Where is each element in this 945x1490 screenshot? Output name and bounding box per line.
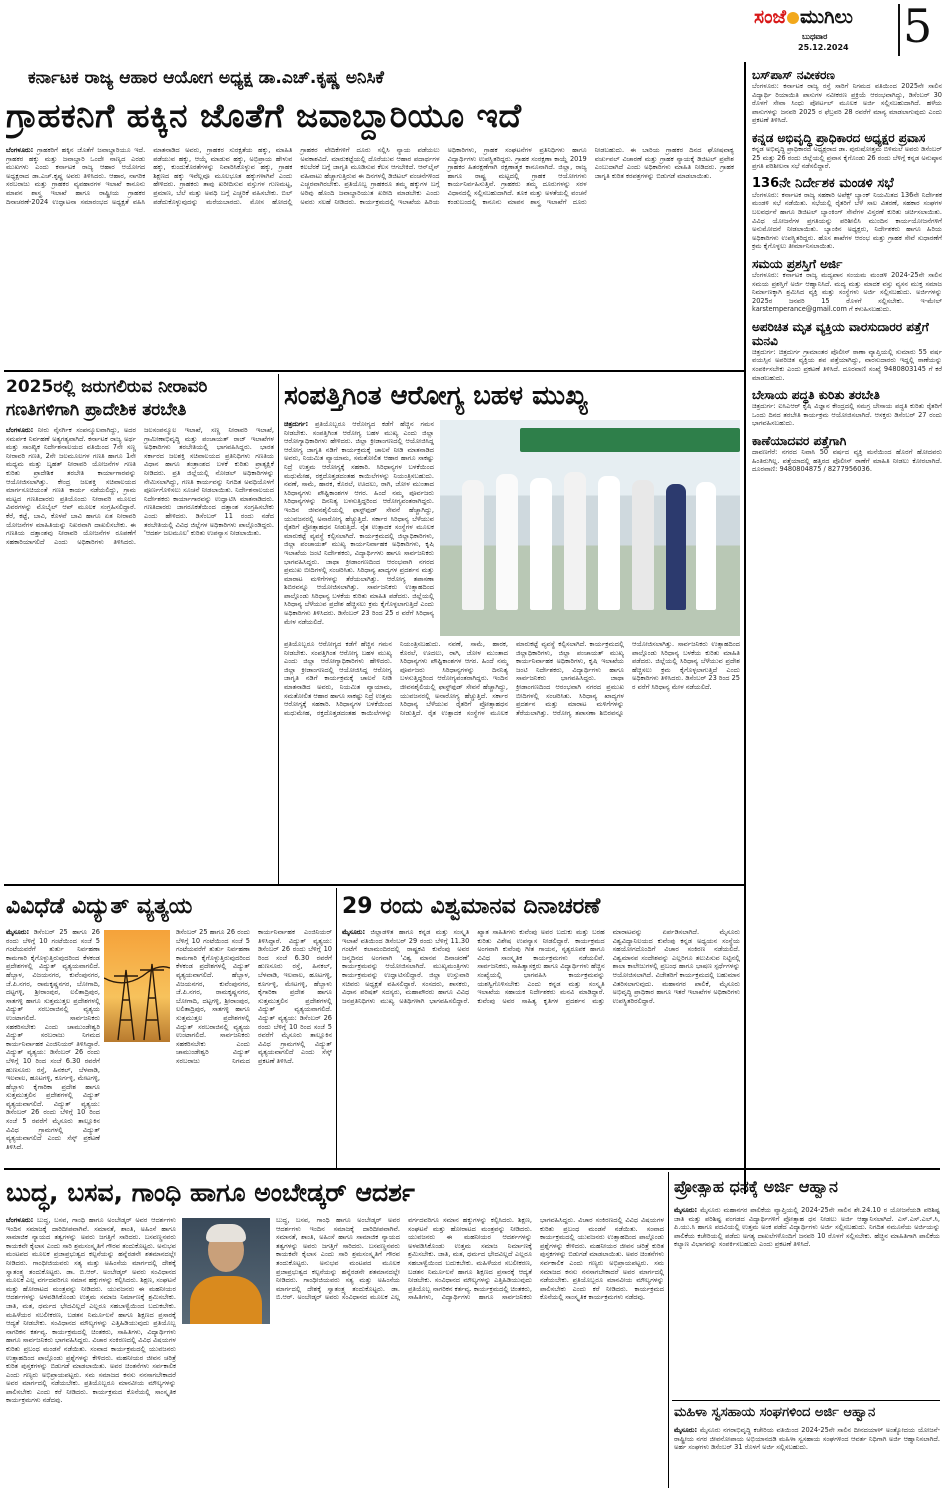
- sidebar-divider: [744, 62, 746, 1194]
- sidebar-item-title: 136ನೇ ನಿರ್ದೇಶಕ ಮಂಡಳಿ ಸಭೆ: [752, 175, 894, 191]
- person-figure: [696, 482, 716, 610]
- person-figure: [496, 474, 518, 610]
- lead-bottom-rule: [4, 370, 744, 372]
- sidebar-item-body: ಬೆಂಗಳೂರು: ಕರ್ನಾಟಕ ರಾಜ್ಯ ರಸ್ತೆ ಸಾರಿಗೆ ನಿಗಮದ ವತಿಯಿಂದ 2025ನೇ ಸಾಲಿನ ವಿದ್ಯಾರ್ಥಿ ರಿಯಾಯಿತಿ ಪಾಸುಗಳ ನವೀಕರಣ ಪ್ರಕ್ರಿಯೆ ಆರಂಭವಾಗಿದ್ದು, ಡಿಸೆಂಬರ್ 30 ರೊಳಗೆ ಸೇವಾ ಸಿಂಧು ಪೋರ್ಟಲ್ ಮೂಲಕ ಅರ್ಜಿ ಸಲ್ಲಿಸಬಹುದಾಗಿದೆ. ಹಳೆಯ ಪಾಸುಗಳನ್ನು ಜನವರಿ 2025 ರ ಫೆಬ್ರವರಿ 28 ರವರೆಗೆ ಮಾನ್ಯ ಮಾಡಲಾಗುವುದು ಎಂದು ಪ್ರಕಟಣೆ ತಿಳಿಸಿದೆ.: [752, 82, 942, 125]
- ideals-dateline: ಬೆಂಗಳೂರು:: [6, 1216, 34, 1224]
- sidebar-item-body: ಚಿತ್ರದುರ್ಗ: ಐಸಿಎಆರ್ ಕೃಷಿ ವಿಜ್ಞಾನ ಕೇಂದ್ರದಲ್ಲಿ ಸಮಗ್ರ ಬೇಸಾಯ ಪದ್ಧತಿ ಕುರಿತು ರೈತರಿಗೆ ಒಂದು ದಿನದ ತರಬೇತಿ ಕಾರ್ಯಕ್ರಮ ಆಯೋಜಿಸಲಾಗಿದೆ. ಆಸಕ್ತರು ಡಿಸೆಂಬರ್ 27 ರಂದು ಭಾಗವಹಿಸಬಹುದು.: [752, 402, 942, 428]
- power-dateline: ಮೈಸೂರು:: [6, 928, 30, 936]
- incentive-rule: [672, 1400, 940, 1401]
- person-figure: [462, 480, 484, 610]
- human-headline: 29 ರಂದು ವಿಶ್ವಮಾನವ ದಿನಾಚರಣೆ: [342, 894, 601, 919]
- person-figure: [666, 484, 686, 610]
- health-text-continued: ಪ್ರತಿಯೊಬ್ಬರೂ ಆರೋಗ್ಯದ ಕಡೆಗೆ ಹೆಚ್ಚಿನ ಗಮನ ನೀಡಬೇಕು. ಸಂಪತ್ತಿಗಿಂತ ಆರೋಗ್ಯ ಬಹಳ ಮುಖ್ಯ ಎಂದು ಜಿಲ್ಲಾ ಆರೋಗ್ಯಾಧಿಕಾರಿಗಳು ಹೇಳಿದರು. ಜಿಲ್ಲಾ ಕ್ರೀಡಾಂಗಣದಲ್ಲಿ ಆಯೋಜಿಸಿದ್ದ ಆರೋಗ್ಯ ಜಾಗೃತಿ ನಡಿಗೆ ಕಾರ್ಯಕ್ರಮಕ್ಕೆ ಚಾಲನೆ ನೀಡಿ ಮಾತನಾಡಿದ ಅವರು, ನಿಯಮಿತ ವ್ಯಾಯಾಮ, ಸಮತೋಲಿತ ಆಹಾರ ಹಾಗೂ ಸಾಕಷ್ಟು ನಿದ್ರೆ ಉತ್ತಮ ಆರೋಗ್ಯಕ್ಕೆ ಸಹಕಾರಿ. ಸಿರಿಧಾನ್ಯಗಳ ಬಳಕೆಯಿಂದ ಮಧುಮೇಹ, ರಕ್ತದೊತ್ತಡದಂತಹ ಕಾಯಿಲೆಗಳನ್ನು ನಿಯಂತ್ರಿಸಬಹುದು. ನವಣೆ, ಸಾಮೆ, ಹಾರಕ, ಕೊರಲೆ, ಊದಲು, ರಾಗಿ, ಜೋಳ ಮುಂತಾದ ಸಿರಿಧಾನ್ಯಗಳು ಪೌಷ್ಟಿಕಾಂಶಗಳ ಆಗರ. ಹಿಂದೆ ನಮ್ಮ ಪೂರ್ವಜರು ಸಿರಿಧಾನ್ಯಗಳನ್ನು ದಿನನಿತ್ಯ ಬಳಸುತ್ತಿದ್ದರಿಂದ ಆರೋಗ್ಯವಂತರಾಗಿದ್ದರು. ಇಂದಿನ ಜೀವನಶೈಲಿಯಲ್ಲಿ ಫಾಸ್ಟ್‌ಫುಡ್ ಸೇವನೆ ಹೆಚ್ಚಾಗಿದ್ದು, ಯುವಜನರಲ್ಲಿ ಅನಾರೋಗ್ಯ ಹೆಚ್ಚುತ್ತಿದೆ. ಸರ್ಕಾರ ಸಿರಿಧಾನ್ಯ ಬೆಳೆಯುವ ರೈತರಿಗೆ ಪ್ರೋತ್ಸಾಹಧನ ನೀಡುತ್ತಿದೆ. ರೈತ ಉತ್ಪಾದಕ ಸಂಸ್ಥೆಗಳ ಮೂಲಕ ಮಾರುಕಟ್ಟೆ ವ್ಯವಸ್ಥೆ ಕಲ್ಪಿಸಲಾಗಿದೆ. ಕಾರ್ಯಕ್ರಮದಲ್ಲಿ ಜಿಲ್ಲಾಧಿಕಾರಿಗಳು, ಜಿಲ್ಲಾ ಪಂಚಾಯತ್ ಮುಖ್ಯ ಕಾರ್ಯನಿರ್ವಾಹಕ ಅಧಿಕಾರಿಗಳು, ಕೃಷಿ ಇಲಾಖೆಯ ಜಂಟಿ ನಿರ್ದೇಶಕರು, ವಿದ್ಯಾರ್ಥಿಗಳು ಹಾಗೂ ಸಾರ್ವಜನಿಕರು ಭಾಗವಹಿಸಿದ್ದರು. ಜಾಥಾ ಕ್ರೀಡಾಂಗಣದಿಂದ ಆರಂಭವಾಗಿ ನಗರದ ಪ್ರಮುಖ ಬೀದಿಗಳಲ್ಲಿ ಸಂಚರಿಸಿತು. ಸಿರಿಧಾನ್ಯ ಖಾದ್ಯಗಳ ಪ್ರದರ್ಶನ ಮತ್ತು ಮಾರಾಟ ಮಳಿಗೆಗಳನ್ನು ತೆರೆಯಲಾಗಿತ್ತು. ಆರೋಗ್ಯ ತಪಾಸಣಾ ಶಿಬಿರವನ್ನೂ ಆಯೋಜಿಸಲಾಗಿತ್ತು. ಸಾರ್ವಜನಿಕರು ಉತ್ಸಾಹದಿಂದ ಪಾಲ್ಗೊಂಡು ಸಿರಿಧಾನ್ಯ ಬಳಕೆಯ ಕುರಿತು ಮಾಹಿತಿ ಪಡೆದರು. ಜಿಲ್ಲೆಯಲ್ಲಿ ಸಿರಿಧಾನ್ಯ ಬೆಳೆಯುವ ಪ್ರದೇಶ ಹೆಚ್ಚಿಸಲು ಕ್ರಮ ಕೈಗೊಳ್ಳಲಾಗುತ್ತಿದೆ ಎಂದು ಅಧಿಕಾರಿಗಳು ತಿಳಿಸಿದರು. ಡಿಸೆಂಬರ್ 23 ರಿಂದ 25 ರ ವರೆಗೆ ಸಿರಿಧಾನ್ಯ ಮೇಳ ನಡೆಯಲಿದೆ.: [284, 640, 740, 717]
- person-figure: [530, 478, 552, 610]
- masthead: [748, 0, 945, 62]
- ideals-divider: [668, 1172, 669, 1488]
- health-headline: ಸಂಪತ್ತಿಗಿಂತ ಆರೋಗ್ಯ ಬಹಳ ಮುಖ್ಯ: [284, 381, 588, 411]
- human-dateline: ಮೈಸೂರು:: [342, 928, 366, 936]
- incentive-body: [674, 1206, 940, 1398]
- health-walk-photo: [440, 420, 740, 636]
- power-divider: [336, 888, 337, 1168]
- women-headline: ಮಹಿಳಾ ಸ್ವಸಹಾಯ ಸಂಘಗಳಿಂದ ಅರ್ಜಿ ಆಹ್ವಾನ: [674, 1405, 876, 1420]
- power-text-intro: ಡಿಸೆಂಬರ್ 25 ಹಾಗೂ 26 ರಂದು ಬೆಳಿಗ್ಗೆ 10 ಗಂಟೆಯಿಂದ ಸಂಜೆ 5 ಗಂಟೆಯವರೆಗೆ ತುರ್ತು ನಿರ್ವಹಣಾ ಕಾಮಗಾರಿ ಕೈಗೊಳ್ಳುತ್ತಿರುವುದರಿಂದ ಕೆಳಕಂಡ ಪ್ರದೇಶಗಳಲ್ಲಿ ವಿದ್ಯುತ್ ವ್ಯತ್ಯಯವಾಗಲಿದೆ. ಹೆಬ್ಬಾಳ, ವಿಜಯನಗರ, ಕುವೆಂಪುನಗರ, ಜೆ.ಪಿ.ನಗರ, ರಾಮಕೃಷ್ಣನಗರ, ಬೋಗಾದಿ, ದಟ್ಟಗಳ್ಳಿ, ಶ್ರೀರಾಂಪುರ, ಲಲಿತಾದ್ರಿಪುರ, ಸಾತಗಳ್ಳಿ ಹಾಗೂ ಸುತ್ತಮುತ್ತಲ ಪ್ರದೇಶಗಳಲ್ಲಿ ವಿದ್ಯುತ್ ಸರಬರಾಜಿನಲ್ಲಿ ವ್ಯತ್ಯಯ ಉಂಟಾಗಲಿದೆ. ಸಾರ್ವಜನಿಕರು ಸಹಕರಿಸಬೇಕು ಎಂದು ಚಾಮುಂಡೇಶ್ವರಿ ವಿದ್ಯುತ್ ಸರಬರಾಜು ನಿಗಮದ ಕಾರ್ಯನಿರ್ವಾಹಕ ಎಂಜಿನಿಯರ್ ತಿಳಿಸಿದ್ದಾರೆ. ವಿದ್ಯುತ್ ವ್ಯತ್ಯಯ: ಡಿಸೆಂಬರ್ 26 ರಂದು ಬೆಳಿಗ್ಗೆ 10 ರಿಂದ ಸಂಜೆ 6.30 ರವರೆಗೆ ಹುಣಸೂರು ರಸ್ತೆ, ಹಿನಕಲ್, ಬೆಳವಾಡಿ, ಇಲವಾಲ, ಹೂಟಗಳ್ಳಿ, ಕೂರ್ಗಳ್ಳಿ, ಮೇಟಗಳ್ಳಿ, ಹೆಬ್ಬಾಳು ಕೈಗಾರಿಕಾ ಪ್ರದೇಶ ಹಾಗೂ ಸುತ್ತಮುತ್ತಲಿನ ಪ್ರದೇಶಗಳಲ್ಲಿ ವಿದ್ಯುತ್ ವ್ಯತ್ಯಯವಾಗಲಿದೆ. ವಿದ್ಯುತ್ ವ್ಯತ್ಯಯ: ಡಿಸೆಂಬರ್ 26 ರಂದು ಬೆಳಿಗ್ಗೆ 10 ರಿಂದ ಸಂಜೆ 5 ರವರೆಗೆ ಮೈಸೂರು ತಾಲ್ಲೂಕಿನ ವಿವಿಧ ಗ್ರಾಮಗಳಲ್ಲಿ ವಿದ್ಯುತ್ ವ್ಯತ್ಯಯವಾಗಲಿದೆ ಎಂದು ಸೆಸ್ಕ್ ಪ್ರಕಟಣೆ ತಿಳಿಸಿದೆ.: [6, 928, 100, 1151]
- health-text-intro: ಪ್ರತಿಯೊಬ್ಬರೂ ಆರೋಗ್ಯದ ಕಡೆಗೆ ಹೆಚ್ಚಿನ ಗಮನ ನೀಡಬೇಕು. ಸಂಪತ್ತಿಗಿಂತ ಆರೋಗ್ಯ ಬಹಳ ಮುಖ್ಯ ಎಂದು ಜಿಲ್ಲಾ ಆರೋಗ್ಯಾಧಿಕಾರಿಗಳು ಹೇಳಿದರು. ಜಿಲ್ಲಾ ಕ್ರೀಡಾಂಗಣದಲ್ಲಿ ಆಯೋಜಿಸಿದ್ದ ಆರೋಗ್ಯ ಜಾಗೃತಿ ನಡಿಗೆ ಕಾರ್ಯಕ್ರಮಕ್ಕೆ ಚಾಲನೆ ನೀಡಿ ಮಾತನಾಡಿದ ಅವರು, ನಿಯಮಿತ ವ್ಯಾಯಾಮ, ಸಮತೋಲಿತ ಆಹಾರ ಹಾಗೂ ಸಾಕಷ್ಟು ನಿದ್ರೆ ಉತ್ತಮ ಆರೋಗ್ಯಕ್ಕೆ ಸಹಕಾರಿ. ಸಿರಿಧಾನ್ಯಗಳ ಬಳಕೆಯಿಂದ ಮಧುಮೇಹ, ರಕ್ತದೊತ್ತಡದಂತಹ ಕಾಯಿಲೆಗಳನ್ನು ನಿಯಂತ್ರಿಸಬಹುದು. ನವಣೆ, ಸಾಮೆ, ಹಾರಕ, ಕೊರಲೆ, ಊದಲು, ರಾಗಿ, ಜೋಳ ಮುಂತಾದ ಸಿರಿಧಾನ್ಯಗಳು ಪೌಷ್ಟಿಕಾಂಶಗಳ ಆಗರ. ಹಿಂದೆ ನಮ್ಮ ಪೂರ್ವಜರು ಸಿರಿಧಾನ್ಯಗಳನ್ನು ದಿನನಿತ್ಯ ಬಳಸುತ್ತಿದ್ದರಿಂದ ಆರೋಗ್ಯವಂತರಾಗಿದ್ದರು. ಇಂದಿನ ಜೀವನಶೈಲಿಯಲ್ಲಿ ಫಾಸ್ಟ್‌ಫುಡ್ ಸೇವನೆ ಹೆಚ್ಚಾಗಿದ್ದು, ಯುವಜನರಲ್ಲಿ ಅನಾರೋಗ್ಯ ಹೆಚ್ಚುತ್ತಿದೆ. ಸರ್ಕಾರ ಸಿರಿಧಾನ್ಯ ಬೆಳೆಯುವ ರೈತರಿಗೆ ಪ್ರೋತ್ಸಾಹಧನ ನೀಡುತ್ತಿದೆ. ರೈತ ಉತ್ಪಾದಕ ಸಂಸ್ಥೆಗಳ ಮೂಲಕ ಮಾರುಕಟ್ಟೆ ವ್ಯವಸ್ಥೆ ಕಲ್ಪಿಸಲಾಗಿದೆ. ಕಾರ್ಯಕ್ರಮದಲ್ಲಿ ಜಿಲ್ಲಾಧಿಕಾರಿಗಳು, ಜಿಲ್ಲಾ ಪಂಚಾಯತ್ ಮುಖ್ಯ ಕಾರ್ಯನಿರ್ವಾಹಕ ಅಧಿಕಾರಿಗಳು, ಕೃಷಿ ಇಲಾಖೆಯ ಜಂಟಿ ನಿರ್ದೇಶಕರು, ವಿದ್ಯಾರ್ಥಿಗಳು ಹಾಗೂ ಸಾರ್ವಜನಿಕರು ಭಾಗವಹಿಸಿದ್ದರು. ಜಾಥಾ ಕ್ರೀಡಾಂಗಣದಿಂದ ಆರಂಭವಾಗಿ ನಗರದ ಪ್ರಮುಖ ಬೀದಿಗಳಲ್ಲಿ ಸಂಚರಿಸಿತು. ಸಿರಿಧಾನ್ಯ ಖಾದ್ಯಗಳ ಪ್ರದರ್ಶನ ಮತ್ತು ಮಾರಾಟ ಮಳಿಗೆಗಳನ್ನು ತೆರೆಯಲಾಗಿತ್ತು. ಆರೋಗ್ಯ ತಪಾಸಣಾ ಶಿಬಿರವನ್ನೂ ಆಯೋಜಿಸಲಾಗಿತ್ತು. ಸಾರ್ವಜನಿಕರು ಉತ್ಸಾಹದಿಂದ ಪಾಲ್ಗೊಂಡು ಸಿರಿಧಾನ್ಯ ಬಳಕೆಯ ಕುರಿತು ಮಾಹಿತಿ ಪಡೆದರು. ಜಿಲ್ಲೆಯಲ್ಲಿ ಸಿರಿಧಾನ್ಯ ಬೆಳೆಯುವ ಪ್ರದೇಶ ಹೆಚ್ಚಿಸಲು ಕ್ರಮ ಕೈಗೊಳ್ಳಲಾಗುತ್ತಿದೆ ಎಂದು ಅಧಿಕಾರಿಗಳು ತಿಳಿಸಿದರು. ಡಿಸೆಂಬರ್ 23 ರಿಂದ 25 ರ ವರೆಗೆ ಸಿರಿಧಾನ್ಯ ಮೇಳ ನಡೆಯಲಿದೆ.: [284, 420, 434, 626]
- lead-headline: ಗ್ರಾಹಕನಿಗೆ ಹಕ್ಕಿನ ಜೊತೆಗೆ ಜವಾಬ್ದಾರಿಯೂ ಇದೆ: [6, 96, 522, 135]
- health-intro: [284, 420, 434, 636]
- sidebar-item: [752, 320, 942, 382]
- person-figure: [632, 480, 654, 610]
- stage-banner: [520, 428, 740, 452]
- transmission-tower-icon: [104, 930, 170, 1042]
- lead-text: ಗ್ರಾಹಕರಿಗೆ ಹಕ್ಕಿನ ಜೊತೆಗೆ ಜವಾಬ್ದಾರಿಯೂ ಇದೆ. ಗ್ರಾಹಕರ ಹಕ್ಕು ಮತ್ತು ಜವಾಬ್ದಾರಿ ಒಂದೇ ನಾಣ್ಯದ ಎರಡು ಮುಖಗಳು ಎಂದು ಕರ್ನಾಟಕ ರಾಜ್ಯ ಆಹಾರ ಆಯೋಗದ ಅಧ್ಯಕ್ಷರಾದ ಡಾ.ಎಚ್.ಕೃಷ್ಣ ಅವರು ತಿಳಿಸಿದರು. ಆಹಾರ, ನಾಗರಿಕ ಸರಬರಾಜು ಮತ್ತು ಗ್ರಾಹಕರ ವ್ಯವಹಾರಗಳ ಇಲಾಖೆ ಕಾನೂನು ಮಾಪನ ಶಾಸ್ತ್ರ ಇಲಾಖೆ ಹಾಗೂ ರಾಷ್ಟ್ರೀಯ ಗ್ರಾಹಕರ ದಿನಾಚರಣೆ-2024 ಉದ್ಘಾಟನಾ ಸಮಾರಂಭದ ಅಧ್ಯಕ್ಷತೆ ವಹಿಸಿ ಮಾತನಾಡಿದ ಅವರು, ಗ್ರಾಹಕರ ಸುರಕ್ಷತೆಯ ಹಕ್ಕು, ಮಾಹಿತಿ ಪಡೆಯುವ ಹಕ್ಕು, ಆಯ್ಕೆ ಮಾಡುವ ಹಕ್ಕು, ಅಭಿಪ್ರಾಯ ಹೇಳುವ ಹಕ್ಕು, ಕುಂದುಕೊರತೆಗಳನ್ನು ನಿವಾರಿಸಿಕೊಳ್ಳುವ ಹಕ್ಕು, ಗ್ರಾಹಕ ಶಿಕ್ಷಣದ ಹಕ್ಕು ಇವೆಲ್ಲವೂ ಮೂಲಭೂತ ಹಕ್ಕುಗಳಾಗಿವೆ ಎಂದು ಹೇಳಿದರು. ಗ್ರಾಹಕರು ತಾವು ಖರೀದಿಸುವ ವಸ್ತುಗಳ ಗುಣಮಟ್ಟ, ಪ್ರಮಾಣ, ಬೆಲೆ ಮತ್ತು ಅವಧಿ ಬಗ್ಗೆ ಎಚ್ಚರಿಕೆ ವಹಿಸಬೇಕು. ಬಿಲ್ ಪಡೆದುಕೊಳ್ಳುವುದನ್ನು ಮರೆಯಬಾರದು. ಮೋಸ ಹೋದಲ್ಲಿ ಗ್ರಾಹಕರ ವೇದಿಕೆಗಳಿಗೆ ದೂರು ಸಲ್ಲಿಸಿ ನ್ಯಾಯ ಪಡೆಯಲು ಅವಕಾಶವಿದೆ. ಮಾರುಕಟ್ಟೆಯಲ್ಲಿ ದೊರೆಯುವ ಆಹಾರ ಪದಾರ್ಥಗಳ ಕಲಬೆರಕೆ ಬಗ್ಗೆ ಜಾಗೃತಿ ಮೂಡಿಸುವ ಕೆಲಸ ಆಗಬೇಕಿದೆ. ಆನ್‌ಲೈನ್ ವಹಿವಾಟು ಹೆಚ್ಚಾಗುತ್ತಿರುವ ಈ ದಿನಗಳಲ್ಲಿ ಡಿಜಿಟಲ್ ವಂಚನೆಗಳಿಂದ ಎಚ್ಚರವಾಗಿರಬೇಕು. ಪ್ರತಿಯೊಬ್ಬ ಗ್ರಾಹಕರೂ ತಮ್ಮ ಹಕ್ಕುಗಳ ಬಗ್ಗೆ ಅರಿವು ಹೊಂದಿ ಜವಾಬ್ದಾರಿಯುತ ಖರೀದಿ ಮಾಡಬೇಕು ಎಂದು ಅವರು ಸಲಹೆ ನೀಡಿದರು. ಕಾರ್ಯಕ್ರಮದಲ್ಲಿ ಇಲಾಖೆಯ ಹಿರಿಯ ಅಧಿಕಾರಿಗಳು, ಗ್ರಾಹಕ ಸಂಘಟನೆಗಳ ಪ್ರತಿನಿಧಿಗಳು ಹಾಗೂ ವಿದ್ಯಾರ್ಥಿಗಳು ಉಪಸ್ಥಿತರಿದ್ದರು. ಗ್ರಾಹಕ ಸಂರಕ್ಷಣಾ ಕಾಯ್ದೆ 2019 ಗ್ರಾಹಕರ ಹಿತರಕ್ಷಣೆಗಾಗಿ ರಕ್ಷಣಾತ್ಮಕ ಕಾನೂನಾಗಿದೆ. ಜಿಲ್ಲಾ, ರಾಜ್ಯ ಹಾಗೂ ರಾಷ್ಟ್ರ ಮಟ್ಟದಲ್ಲಿ ಗ್ರಾಹಕ ಆಯೋಗಗಳು ಕಾರ್ಯನಿರ್ವಹಿಸುತ್ತಿವೆ. ಗ್ರಾಹಕರು ತಮ್ಮ ದೂರುಗಳನ್ನು ಸರಳ ವಿಧಾನದಲ್ಲಿ ಸಲ್ಲಿಸಬಹುದಾಗಿದೆ. ತೂಕ ಮತ್ತು ಅಳತೆಯಲ್ಲಿ ವಂಚನೆ ಕಂಡುಬಂದಲ್ಲಿ ಕಾನೂನು ಮಾಪನ ಶಾಸ್ತ್ರ ಇಲಾಖೆಗೆ ದೂರು ನೀಡಬಹುದು. ಈ ಬಾರಿಯ ಗ್ರಾಹಕರ ದಿನದ ಘೋಷವಾಕ್ಯ ವರ್ಚುವಲ್ ವಿಚಾರಣೆ ಮತ್ತು ಗ್ರಾಹಕ ನ್ಯಾಯಕ್ಕೆ ಡಿಜಿಟಲ್ ಪ್ರವೇಶ ಎಂಬುದಾಗಿದೆ ಎಂದು ಅಧಿಕಾರಿಗಳು ಮಾಹಿತಿ ನೀಡಿದರು. ಗ್ರಾಹಕ ಜಾಗೃತಿ ಕುರಿತ ಕರಪತ್ರಗಳನ್ನು ಬಿಡುಗಡೆ ಮಾಡಲಾಯಿತು.: [6, 146, 734, 206]
- sidebar-item: [752, 388, 942, 428]
- lead-kicker: ಕರ್ನಾಟಕ ರಾಜ್ಯ ಆಹಾರ ಆಯೋಗ ಅಧ್ಯಕ್ಷ ಡಾ.ಎಚ್.ಕೃಷ್ಣ ಅನಿಸಿಕೆ: [28, 68, 384, 88]
- power-text: ಡಿಸೆಂಬರ್ 25 ಹಾಗೂ 26 ರಂದು ಬೆಳಿಗ್ಗೆ 10 ಗಂಟೆಯಿಂದ ಸಂಜೆ 5 ಗಂಟೆಯವರೆಗೆ ತುರ್ತು ನಿರ್ವಹಣಾ ಕಾಮಗಾರಿ ಕೈಗೊಳ್ಳುತ್ತಿರುವುದರಿಂದ ಕೆಳಕಂಡ ಪ್ರದೇಶಗಳಲ್ಲಿ ವಿದ್ಯುತ್ ವ್ಯತ್ಯಯವಾಗಲಿದೆ. ಹೆಬ್ಬಾಳ, ವಿಜಯನಗರ, ಕುವೆಂಪುನಗರ, ಜೆ.ಪಿ.ನಗರ, ರಾಮಕೃಷ್ಣನಗರ, ಬೋಗಾದಿ, ದಟ್ಟಗಳ್ಳಿ, ಶ್ರೀರಾಂಪುರ, ಲಲಿತಾದ್ರಿಪುರ, ಸಾತಗಳ್ಳಿ ಹಾಗೂ ಸುತ್ತಮುತ್ತಲ ಪ್ರದೇಶಗಳಲ್ಲಿ ವಿದ್ಯುತ್ ಸರಬರಾಜಿನಲ್ಲಿ ವ್ಯತ್ಯಯ ಉಂಟಾಗಲಿದೆ. ಸಾರ್ವಜನಿಕರು ಸಹಕರಿಸಬೇಕು ಎಂದು ಚಾಮುಂಡೇಶ್ವರಿ ವಿದ್ಯುತ್ ಸರಬರಾಜು ನಿಗಮದ ಕಾರ್ಯನಿರ್ವಾಹಕ ಎಂಜಿನಿಯರ್ ತಿಳಿಸಿದ್ದಾರೆ. ವಿದ್ಯುತ್ ವ್ಯತ್ಯಯ: ಡಿಸೆಂಬರ್ 26 ರಂದು ಬೆಳಿಗ್ಗೆ 10 ರಿಂದ ಸಂಜೆ 6.30 ರವರೆಗೆ ಹುಣಸೂರು ರಸ್ತೆ, ಹಿನಕಲ್, ಬೆಳವಾಡಿ, ಇಲವಾಲ, ಹೂಟಗಳ್ಳಿ, ಕೂರ್ಗಳ್ಳಿ, ಮೇಟಗಳ್ಳಿ, ಹೆಬ್ಬಾಳು ಕೈಗಾರಿಕಾ ಪ್ರದೇಶ ಹಾಗೂ ಸುತ್ತಮುತ್ತಲಿನ ಪ್ರದೇಶಗಳಲ್ಲಿ ವಿದ್ಯುತ್ ವ್ಯತ್ಯಯವಾಗಲಿದೆ. ವಿದ್ಯುತ್ ವ್ಯತ್ಯಯ: ಡಿಸೆಂಬರ್ 26 ರಂದು ಬೆಳಿಗ್ಗೆ 10 ರಿಂದ ಸಂಜೆ 5 ರವರೆಗೆ ಮೈಸೂರು ತಾಲ್ಲೂಕಿನ ವಿವಿಧ ಗ್ರಾಮಗಳಲ್ಲಿ ವಿದ್ಯುತ್ ವ್ಯತ್ಯಯವಾಗಲಿದೆ ಎಂದು ಸೆಸ್ಕ್ ಪ್ರಕಟಣೆ ತಿಳಿಸಿದೆ.: [176, 928, 332, 1065]
- incentive-text: ಮೈಸೂರು ಮಹಾನಗರ ಪಾಲಿಕೆಯ ವ್ಯಾಪ್ತಿಯಲ್ಲಿ 2024-25ನೇ ಸಾಲಿನ ಶೇ.24.10 ರ ಯೋಜನೆಯಡಿ ಪರಿಶಿಷ್ಟ ಜಾತಿ ಮತ್ತು ಪರಿಶಿಷ್ಟ ಪಂಗಡದ ವಿದ್ಯಾರ್ಥಿಗಳಿಗೆ ಪ್ರೋತ್ಸಾಹ ಧನ ನೀಡಲು ಅರ್ಜಿ ಆಹ್ವಾನಿಸಲಾಗಿದೆ. ಎಸ್.ಎಸ್.ಎಲ್.ಸಿ, ಪಿ.ಯು.ಸಿ ಹಾಗೂ ಪದವಿಯಲ್ಲಿ ಉತ್ತಮ ಅಂಕ ಪಡೆದ ವಿದ್ಯಾರ್ಥಿಗಳು ಅರ್ಜಿ ಸಲ್ಲಿಸಬಹುದು. ನಿಗದಿತ ನಮೂನೆಯ ಅರ್ಜಿಯನ್ನು ಪಾಲಿಕೆಯ ಕಚೇರಿಯಲ್ಲಿ ಪಡೆದು ಅಗತ್ಯ ದಾಖಲೆಗಳೊಂದಿಗೆ ಜನವರಿ 10 ರೊಳಗೆ ಸಲ್ಲಿಸಬೇಕು. ಹೆಚ್ಚಿನ ಮಾಹಿತಿಗಾಗಿ ಪಾಲಿಕೆಯ ಕಲ್ಯಾಣ ವಿಭಾಗವನ್ನು ಸಂಪರ್ಕಿಸಬಹುದು ಎಂದು ಪ್ರಕಟಣೆ ತಿಳಿಸಿದೆ.: [674, 1206, 940, 1249]
- training-text: ನೀರು ನೈಸರ್ಗಿಕ ಸಂಪನ್ಮೂಲವಾಗಿದ್ದು, ಅದರ ಸಮರ್ಪಕ ನಿರ್ವಹಣೆ ಅತ್ಯಗತ್ಯವಾಗಿದೆ. ಕರ್ನಾಟಕ ರಾಜ್ಯ ಅರ್ಥ ಮತ್ತು ಸಾಂಖ್ಯಿಕ ನಿರ್ದೇಶನಾಲಯದ ವತಿಯಿಂದ 7ನೇ ಸಣ್ಣ ನೀರಾವರಿ ಗಣತಿ, 2ನೇ ಜಲಮೂಲಗಳ ಗಣತಿ ಹಾಗೂ 1ನೇ ಮಧ್ಯಮ ಮತ್ತು ಬೃಹತ್ ನೀರಾವರಿ ಯೋಜನೆಗಳ ಗಣತಿ ಕುರಿತು ಪ್ರಾದೇಶಿಕ ತರಬೇತಿ ಕಾರ್ಯಾಗಾರವನ್ನು ಆಯೋಜಿಸಲಾಗಿತ್ತು. ಕೇಂದ್ರ ಜಲಶಕ್ತಿ ಸಚಿವಾಲಯದ ಮಾರ್ಗಸೂಚಿಯಂತೆ ಗಣತಿ ಕಾರ್ಯ ನಡೆಯಲಿದ್ದು, ಗ್ರಾಮ ಮಟ್ಟದ ಗಣತಿದಾರರು ಪ್ರತಿಯೊಂದು ನೀರಾವರಿ ಮೂಲದ ವಿವರಗಳನ್ನು ಮೊಬೈಲ್ ಆಪ್ ಮೂಲಕ ಸಂಗ್ರಹಿಸಲಿದ್ದಾರೆ. ಕೆರೆ, ಕಟ್ಟೆ, ಬಾವಿ, ಕೊಳವೆ ಬಾವಿ ಹಾಗೂ ಏತ ನೀರಾವರಿ ಯೋಜನೆಗಳ ಮಾಹಿತಿಯನ್ನು ನಿಖರವಾಗಿ ದಾಖಲಿಸಬೇಕು. ಈ ಗಣತಿಯ ದತ್ತಾಂಶವು ನೀರಾವರಿ ಯೋಜನೆಗಳ ರೂಪಣೆಗೆ ಸಹಕಾರಿಯಾಗಲಿದೆ ಎಂದು ಅಧಿಕಾರಿಗಳು ತಿಳಿಸಿದರು. ಜಲಸಂಪನ್ಮೂಲ ಇಲಾಖೆ, ಸಣ್ಣ ನೀರಾವರಿ ಇಲಾಖೆ, ಗ್ರಾಮೀಣಾಭಿವೃದ್ಧಿ ಮತ್ತು ಪಂಚಾಯತ್ ರಾಜ್ ಇಲಾಖೆಗಳ ಅಧಿಕಾರಿಗಳು ತರಬೇತಿಯಲ್ಲಿ ಭಾಗವಹಿಸಿದ್ದರು. ಭಾರತ ಸರ್ಕಾರದ ಜಲಶಕ್ತಿ ಸಚಿವಾಲಯದ ಪ್ರತಿನಿಧಿಗಳು ಗಣತಿಯ ವಿಧಾನ ಹಾಗೂ ತಂತ್ರಾಂಶದ ಬಳಕೆ ಕುರಿತು ಪ್ರಾತ್ಯಕ್ಷಿಕೆ ನೀಡಿದರು. ಪ್ರತಿ ಜಿಲ್ಲೆಯಲ್ಲಿ ನೋಡಲ್ ಅಧಿಕಾರಿಗಳನ್ನು ನೇಮಿಸಲಾಗಿದ್ದು, ಗಣತಿ ಕಾರ್ಯವನ್ನು ನಿಗದಿತ ಅವಧಿಯೊಳಗೆ ಪೂರ್ಣಗೊಳಿಸಲು ಸೂಚನೆ ನೀಡಲಾಯಿತು. ನಿರ್ದೇಶನಾಲಯದ ನಿರ್ದೇಶಕರು ಕಾರ್ಯಾಗಾರವನ್ನು ಉದ್ಘಾಟಿಸಿ ಮಾತನಾಡಿದರು. ಗಣತಿದಾರರು ಜಾಗರೂಕತೆಯಿಂದ ದತ್ತಾಂಶ ಸಂಗ್ರಹಿಸಬೇಕು ಎಂದು ಹೇಳಿದರು. ಡಿಸೆಂಬರ್ 11 ರಂದು ನಡೆದ ತರಬೇತಿಯಲ್ಲಿ ವಿವಿಧ ಜಿಲ್ಲೆಗಳ ಅಧಿಕಾರಿಗಳು ಪಾಲ್ಗೊಂಡಿದ್ದರು. 'ಆದರ್ಶ ಜಲಮೂಲ' ಕುರಿತು ಉಪನ್ಯಾಸ ನೀಡಲಾಯಿತು.: [6, 426, 274, 546]
- person-figure: [564, 472, 586, 610]
- brand-name-a: ಸಂಜೆ: [754, 6, 787, 28]
- lead-dateline: ಬೆಂಗಳೂರು:: [6, 146, 34, 154]
- incentive-dateline: ಮೈಸೂರು:: [674, 1206, 698, 1214]
- lead-body: [6, 146, 734, 368]
- ideals-headline: ಬುದ್ಧ, ಬಸವ, ಗಾಂಧಿ ಹಾಗೂ ಅಂಬೇಡ್ಕರ್ ಆದರ್ಶ: [6, 1178, 415, 1207]
- page-number: 5: [903, 0, 933, 53]
- mid-rule: [4, 884, 744, 886]
- health-body: [284, 640, 740, 878]
- training-dateline: ಬೆಂಗಳೂರು:: [6, 426, 34, 434]
- sidebar-item-title: ಅಪರಿಚಿತ ಮೃತ ವ್ಯಕ್ತಿಯ ವಾರಸುದಾರರ ಪತ್ತೆಗೆ ಮನವಿ: [752, 319, 929, 348]
- sidebar: [752, 68, 942, 1192]
- training-body: [6, 426, 274, 878]
- women-text: ಮೈಸೂರು ನಗರಾಭಿವೃದ್ಧಿ ಕಚೇರಿಯ ವತಿಯಿಂದ 2024-25ನೇ ಸಾಲಿನ ದೀನದಯಾಳ್ ಅಂತ್ಯೋದಯ ಯೋಜನೆ-ರಾಷ್ಟ್ರೀಯ ನಗರ ಜೀವನೋಪಾಯ ಅಭಿಯಾನದಡಿ ಮಹಿಳಾ ಸ್ವಸಹಾಯ ಸಂಘಗಳಿಂದ ಆವರ್ತ ನಿಧಿಗಾಗಿ ಅರ್ಜಿ ಆಹ್ವಾನಿಸಲಾಗಿದೆ. ಅರ್ಹ ಸಂಘಗಳು ಡಿಸೆಂಬರ್ 31 ರೊಳಗೆ ಅರ್ಜಿ ಸಲ್ಲಿಸಬಹುದು.: [674, 1426, 940, 1452]
- women-body: [674, 1426, 940, 1486]
- ideals-text-intro: ಬುದ್ಧ, ಬಸವ, ಗಾಂಧಿ ಹಾಗೂ ಅಂಬೇಡ್ಕರ್ ಅವರ ಆದರ್ಶಗಳು ಇಂದಿನ ಸಮಾಜಕ್ಕೆ ದಾರಿದೀಪವಾಗಿವೆ. ಸಮಾನತೆ, ಶಾಂತಿ, ಅಹಿಂಸೆ ಹಾಗೂ ಸಾಮಾಜಿಕ ನ್ಯಾಯದ ತತ್ವಗಳನ್ನು ಅವರು ಜಗತ್ತಿಗೆ ಸಾರಿದರು. ಬಸವಣ್ಣನವರು ಕಾಯಕವೇ ಕೈಲಾಸ ಎಂದು ಸಾರಿ ಶ್ರಮಸಂಸ್ಕೃತಿಗೆ ಗೌರವ ತಂದುಕೊಟ್ಟರು. ಅನುಭವ ಮಂಟಪದ ಮೂಲಕ ಪ್ರಜಾಪ್ರಭುತ್ವದ ಕಲ್ಪನೆಯನ್ನು ಹನ್ನೆರಡನೇ ಶತಮಾನದಲ್ಲೇ ನೀಡಿದರು. ಗಾಂಧೀಜಿಯವರು ಸತ್ಯ ಮತ್ತು ಅಹಿಂಸೆಯ ಮಾರ್ಗದಲ್ಲಿ ದೇಶಕ್ಕೆ ಸ್ವಾತಂತ್ರ್ಯ ತಂದುಕೊಟ್ಟರು. ಡಾ. ಬಿ.ಆರ್. ಅಂಬೇಡ್ಕರ್ ಅವರು ಸಂವಿಧಾನದ ಮೂಲಕ ಎಲ್ಲ ವರ್ಗದವರಿಗೂ ಸಮಾನ ಹಕ್ಕುಗಳನ್ನು ಕಲ್ಪಿಸಿದರು. ಶಿಕ್ಷಣ, ಸಂಘಟನೆ ಮತ್ತು ಹೋರಾಟದ ಮಂತ್ರವನ್ನು ನೀಡಿದರು. ಯುವಜನರು ಈ ಮಹನೀಯರ ಆದರ್ಶಗಳನ್ನು ಅಳವಡಿಸಿಕೊಂಡು ಉತ್ತಮ ಸಮಾಜ ನಿರ್ಮಾಣಕ್ಕೆ ಶ್ರಮಿಸಬೇಕು. ಜಾತಿ, ಮತ, ಧರ್ಮದ ಭೇದವಿಲ್ಲದೆ ಎಲ್ಲರೂ ಸಹಬಾಳ್ವೆಯಿಂದ ಬದುಕಬೇಕು. ಮಹಿಳೆಯರ ಸಬಲೀಕರಣ, ಬಡತನ ನಿರ್ಮೂಲನೆ ಹಾಗೂ ಶಿಕ್ಷಣದ ಪ್ರಸಾರಕ್ಕೆ ಆದ್ಯತೆ ನೀಡಬೇಕು. ಸಂವಿಧಾನದ ಮೌಲ್ಯಗಳನ್ನು ಎತ್ತಿಹಿಡಿಯುವುದು ಪ್ರತಿಯೊಬ್ಬ ನಾಗರಿಕನ ಕರ್ತವ್ಯ. ಕಾರ್ಯಕ್ರಮದಲ್ಲಿ ಚಿಂತಕರು, ಸಾಹಿತಿಗಳು, ವಿದ್ಯಾರ್ಥಿಗಳು ಹಾಗೂ ಸಾರ್ವಜನಿಕರು ಭಾಗವಹಿಸಿದ್ದರು. ವಿಚಾರ ಸಂಕಿರಣದಲ್ಲಿ ವಿವಿಧ ವಿಷಯಗಳ ಕುರಿತು ಪ್ರಬಂಧ ಮಂಡನೆ ನಡೆಯಿತು. ಸಂವಾದ ಕಾರ್ಯಕ್ರಮದಲ್ಲಿ ಯುವಜನರು ಉತ್ಸಾಹದಿಂದ ಪಾಲ್ಗೊಂಡು ಪ್ರಶ್ನೆಗಳನ್ನು ಕೇಳಿದರು. ಮಹನೀಯರ ಜೀವನ ಚರಿತ್ರೆ ಕುರಿತ ಪುಸ್ತಕಗಳನ್ನು ಬಿಡುಗಡೆ ಮಾಡಲಾಯಿತು. ಅವರ ಚಿಂತನೆಗಳು ಸರ್ವಕಾಲಿಕ ಎಂದು ಗಣ್ಯರು ಅಭಿಪ್ರಾಯಪಟ್ಟರು. ಸಮ ಸಮಾಜದ ಕನಸು ನನಸಾಗಬೇಕಾದರೆ ಅವರ ಮಾರ್ಗದಲ್ಲಿ ನಡೆಯಬೇಕು. ಪ್ರತಿಯೊಬ್ಬರೂ ಮಾನವೀಯ ಮೌಲ್ಯಗಳನ್ನು ಪಾಲಿಸಬೇಕು ಎಂದು ಕರೆ ನೀಡಿದರು. ಕಾರ್ಯಕ್ರಮದ ಕೊನೆಯಲ್ಲಿ ಸಾಂಸ್ಕೃತಿಕ ಕಾರ್ಯಕ್ರಮಗಳು ನಡೆದವು.: [6, 1216, 176, 1405]
- power-intro: [6, 928, 100, 1158]
- portrait-photo: [182, 1218, 270, 1324]
- brand-logo: [754, 4, 900, 30]
- sidebar-item-body: ಚಿತ್ರದುರ್ಗ: ಚಿತ್ರದುರ್ಗ ಗ್ರಾಮಾಂತರ ಪೊಲೀಸ್ ಠಾಣಾ ವ್ಯಾಪ್ತಿಯಲ್ಲಿ ಸುಮಾರು 55 ವರ್ಷ ವಯಸ್ಸಿನ ಅಪರಿಚಿತ ವ್ಯಕ್ತಿಯ ಶವ ಪತ್ತೆಯಾಗಿದ್ದು, ವಾರಸುದಾರರು ಇದ್ದಲ್ಲಿ ಠಾಣೆಯನ್ನು ಸಂಪರ್ಕಿಸಬೇಕು ಎಂದು ಪ್ರಕಟಣೆ ತಿಳಿಸಿದೆ. ದೂರವಾಣಿ ಸಂಖ್ಯೆ 9480803145 ಗೆ ಕರೆ ಮಾಡಬಹುದು.: [752, 347, 942, 382]
- power-lines-photo: [104, 930, 170, 1042]
- power-headline: ವಿವಿಧೆಡೆ ವಿದ್ಯುತ್ ವ್ಯತ್ಯಯ: [6, 894, 193, 919]
- sidebar-item-title: ಸಮಯ ಪ್ರಶಸ್ತಿಗೆ ಅರ್ಜಿ: [752, 256, 843, 271]
- sidebar-item: [752, 68, 942, 125]
- masthead-divider: [898, 4, 900, 56]
- portrait-saree: [190, 1276, 262, 1324]
- sidebar-item: [752, 257, 942, 314]
- issue-day: ಬುಧವಾರ: [802, 32, 828, 41]
- ideals-intro: [6, 1216, 176, 1484]
- human-text: ಜಿಲ್ಲಾಡಳಿತ ಹಾಗೂ ಕನ್ನಡ ಮತ್ತು ಸಂಸ್ಕೃತಿ ಇಲಾಖೆ ವತಿಯಿಂದ ಡಿಸೆಂಬರ್ 29 ರಂದು ಬೆಳಿಗ್ಗೆ 11.30 ಗಂಟೆಗೆ ಕಲಾಮಂದಿರದಲ್ಲಿ ರಾಷ್ಟ್ರಕವಿ ಕುವೆಂಪು ಅವರ ಜನ್ಮದಿನದ ಅಂಗವಾಗಿ 'ವಿಶ್ವ ಮಾನವ ದಿನಾಚರಣೆ' ಕಾರ್ಯಕ್ರಮವನ್ನು ಆಯೋಜಿಸಲಾಗಿದೆ. ಮುಖ್ಯಮಂತ್ರಿಗಳು ಕಾರ್ಯಕ್ರಮವನ್ನು ಉದ್ಘಾಟಿಸಲಿದ್ದಾರೆ. ಜಿಲ್ಲಾ ಉಸ್ತುವಾರಿ ಸಚಿವರು ಅಧ್ಯಕ್ಷತೆ ವಹಿಸಲಿದ್ದಾರೆ. ಸಂಸದರು, ಶಾಸಕರು, ವಿಧಾನ ಪರಿಷತ್ ಸದಸ್ಯರು, ಮಹಾಪೌರರು ಹಾಗೂ ವಿವಿಧ ಜನಪ್ರತಿನಿಧಿಗಳು ಮುಖ್ಯ ಅತಿಥಿಗಳಾಗಿ ಭಾಗವಹಿಸಲಿದ್ದಾರೆ. ಖ್ಯಾತ ಸಾಹಿತಿಗಳು ಕುವೆಂಪು ಅವರ ಬದುಕು ಮತ್ತು ಬರಹ ಕುರಿತು ವಿಶೇಷ ಉಪನ್ಯಾಸ ನೀಡಲಿದ್ದಾರೆ. ಕಾರ್ಯಕ್ರಮದ ಅಂಗವಾಗಿ ಕುವೆಂಪು ಗೀತ ಗಾಯನ, ನೃತ್ಯರೂಪಕ ಹಾಗೂ ವಿವಿಧ ಸಾಂಸ್ಕೃತಿಕ ಕಾರ್ಯಕ್ರಮಗಳು ನಡೆಯಲಿವೆ. ಸಾರ್ವಜನಿಕರು, ಸಾಹಿತ್ಯಾಸಕ್ತರು ಹಾಗೂ ವಿದ್ಯಾರ್ಥಿಗಳು ಹೆಚ್ಚಿನ ಸಂಖ್ಯೆಯಲ್ಲಿ ಭಾಗವಹಿಸಿ ಕಾರ್ಯಕ್ರಮವನ್ನು ಯಶಸ್ವಿಗೊಳಿಸಬೇಕು ಎಂದು ಕನ್ನಡ ಮತ್ತು ಸಂಸ್ಕೃತಿ ಇಲಾಖೆಯ ಸಹಾಯಕ ನಿರ್ದೇಶಕರು ಮನವಿ ಮಾಡಿದ್ದಾರೆ. ಕುವೆಂಪು ಅವರ ಸಾಹಿತ್ಯ ಕೃತಿಗಳ ಪ್ರದರ್ಶನ ಮತ್ತು ಮಾರಾಟವನ್ನು ಏರ್ಪಡಿಸಲಾಗಿದೆ. ಮೈಸೂರು ವಿಶ್ವವಿದ್ಯಾನಿಲಯದ ಕುವೆಂಪು ಕನ್ನಡ ಅಧ್ಯಯನ ಸಂಸ್ಥೆಯ ಸಹಯೋಗದೊಂದಿಗೆ ವಿಚಾರ ಸಂಕಿರಣ ನಡೆಯಲಿದೆ. ವಿಶ್ವಮಾನವ ಸಂದೇಶವನ್ನು ಎಲ್ಲರಿಗೂ ತಲುಪಿಸುವ ನಿಟ್ಟಿನಲ್ಲಿ ಶಾಲಾ ಕಾಲೇಜುಗಳಲ್ಲಿ ಪ್ರಬಂಧ ಹಾಗೂ ಭಾಷಣ ಸ್ಪರ್ಧೆಗಳನ್ನು ಆಯೋಜಿಸಲಾಗಿದೆ. ವಿಜೇತರಿಗೆ ಕಾರ್ಯಕ್ರಮದಲ್ಲಿ ಬಹುಮಾನ ವಿತರಿಸಲಾಗುವುದು. ಮಹಾನಗರ ಪಾಲಿಕೆ, ಮೈಸೂರು ಅಭಿವೃದ್ಧಿ ಪ್ರಾಧಿಕಾರ ಹಾಗೂ ಇತರೆ ಇಲಾಖೆಗಳ ಅಧಿಕಾರಿಗಳು ಉಪಸ್ಥಿತರಿರಲಿದ್ದಾರೆ.: [342, 928, 740, 1005]
- person-figure: [598, 476, 620, 610]
- training-headline: 2025ರಲ್ಲಿ ಜರುಗಲಿರುವ ನೀರಾವರಿ ಗಣತಿಗಳಿಗಾಗಿ ಪ್ರಾದೇಶಿಕ ತರಬೇತಿ: [6, 377, 208, 420]
- sidebar-item-title: ಬಸ್‌ಪಾಸ್ ನವೀಕರಣ: [752, 68, 835, 82]
- brand-name-b: ಮುಗಿಲು: [800, 6, 853, 28]
- sidebar-item: [752, 131, 942, 171]
- issue-date: 25.12.2024: [798, 43, 849, 52]
- women-dateline: ಮೈಸೂರು:: [674, 1426, 698, 1434]
- sidebar-item-body: ಬೆಂಗಳೂರು: ಕರ್ನಾಟಕ ರಾಜ್ಯ ಮದ್ಯಪಾನ ಸಂಯಮ ಮಂಡಳಿ 2024-25ನೇ ಸಾಲಿನ ಸಮಯ ಪ್ರಶಸ್ತಿಗೆ ಅರ್ಜಿ ಆಹ್ವಾನಿಸಿದೆ. ಮದ್ಯ ಮತ್ತು ಮಾದಕ ವಸ್ತು ವ್ಯಸನ ಮುಕ್ತ ಸಮಾಜ ನಿರ್ಮಾಣಕ್ಕಾಗಿ ಶ್ರಮಿಸಿದ ವ್ಯಕ್ತಿ ಮತ್ತು ಸಂಸ್ಥೆಗಳು ಅರ್ಜಿ ಸಲ್ಲಿಸಬಹುದು. ಅರ್ಜಿಗಳನ್ನು 2025ರ ಜನವರಿ 15 ರೊಳಗೆ ಸಲ್ಲಿಸಬೇಕು. ಇ-ಮೇಲ್ karstemperance@gmail.com ಗೆ ಕಳುಹಿಸಬಹುದು.: [752, 270, 942, 314]
- sidebar-item-title: ಕಾಣೆಯಾದವರ ಪತ್ತೆಗಾಗಿ: [752, 434, 847, 449]
- sidebar-item-body: ಬೆಂಗಳೂರು: ಕರ್ನಾಟಕ ರಾಜ್ಯ ಸಹಕಾರಿ ಅಪೆಕ್ಸ್ ಬ್ಯಾಂಕ್ ನಿಯಮಿತದ 136ನೇ ನಿರ್ದೇಶಕ ಮಂಡಳಿ ಸಭೆ ನಡೆಯಿತು. ಸಭೆಯಲ್ಲಿ ರೈತರಿಗೆ ಬೆಳೆ ಸಾಲ ವಿತರಣೆ, ಸಹಕಾರ ಸಂಘಗಳ ಬಲವರ್ಧನೆ ಹಾಗೂ ಡಿಜಿಟಲ್ ಬ್ಯಾಂಕಿಂಗ್ ಸೇವೆಗಳ ವಿಸ್ತರಣೆ ಕುರಿತು ಚರ್ಚಿಸಲಾಯಿತು. ವಿವಿಧ ಯೋಜನೆಗಳ ಪ್ರಗತಿಯನ್ನು ಪರಿಶೀಲಿಸಿ ಮುಂದಿನ ಕಾರ್ಯಯೋಜನೆಗಳಿಗೆ ಅನುಮೋದನೆ ನೀಡಲಾಯಿತು. ಬ್ಯಾಂಕಿನ ಅಧ್ಯಕ್ಷರು, ನಿರ್ದೇಶಕರು ಹಾಗೂ ಹಿರಿಯ ಅಧಿಕಾರಿಗಳು ಉಪಸ್ಥಿತರಿದ್ದರು. ಹೊಸ ಶಾಖೆಗಳ ಆರಂಭ ಮತ್ತು ಗ್ರಾಹಕ ಸೇವೆ ಸುಧಾರಣೆಗೆ ಕ್ರಮ ಕೈಗೊಳ್ಳಲು ತೀರ್ಮಾನಿಸಲಾಯಿತು.: [752, 190, 942, 251]
- lower-rule: [4, 1168, 940, 1170]
- incentive-headline: ಪ್ರೋತ್ಸಾಹ ಧನಕ್ಕೆ ಅರ್ಜಿ ಆಹ್ವಾನ: [674, 1177, 838, 1196]
- sidebar-item-body: ಕನ್ನಡ ಅಭಿವೃದ್ಧಿ ಪ್ರಾಧಿಕಾರದ ಅಧ್ಯಕ್ಷರಾದ ಡಾ. ಪುರುಷೋತ್ತಮ ಬಿಳಿಮಲೆ ಅವರು ಡಿಸೆಂಬರ್ 25 ಮತ್ತು 26 ರಂದು ಜಿಲ್ಲೆಯಲ್ಲಿ ಪ್ರವಾಸ ಕೈಗೊಂಡು 26 ರಂದು ಬೆಳಿಗ್ಗೆ ಕನ್ನಡ ಅನುಷ್ಠಾನ ಪ್ರಗತಿ ಪರಿಶೀಲನಾ ಸಭೆ ನಡೆಸಲಿದ್ದಾರೆ.: [752, 144, 942, 171]
- sidebar-item-title: ಬೇಸಾಯ ಪದ್ಧತಿ ಕುರಿತು ತರಬೇತಿ: [752, 388, 880, 403]
- ideals-text: ಬುದ್ಧ, ಬಸವ, ಗಾಂಧಿ ಹಾಗೂ ಅಂಬೇಡ್ಕರ್ ಅವರ ಆದರ್ಶಗಳು ಇಂದಿನ ಸಮಾಜಕ್ಕೆ ದಾರಿದೀಪವಾಗಿವೆ. ಸಮಾನತೆ, ಶಾಂತಿ, ಅಹಿಂಸೆ ಹಾಗೂ ಸಾಮಾಜಿಕ ನ್ಯಾಯದ ತತ್ವಗಳನ್ನು ಅವರು ಜಗತ್ತಿಗೆ ಸಾರಿದರು. ಬಸವಣ್ಣನವರು ಕಾಯಕವೇ ಕೈಲಾಸ ಎಂದು ಸಾರಿ ಶ್ರಮಸಂಸ್ಕೃತಿಗೆ ಗೌರವ ತಂದುಕೊಟ್ಟರು. ಅನುಭವ ಮಂಟಪದ ಮೂಲಕ ಪ್ರಜಾಪ್ರಭುತ್ವದ ಕಲ್ಪನೆಯನ್ನು ಹನ್ನೆರಡನೇ ಶತಮಾನದಲ್ಲೇ ನೀಡಿದರು. ಗಾಂಧೀಜಿಯವರು ಸತ್ಯ ಮತ್ತು ಅಹಿಂಸೆಯ ಮಾರ್ಗದಲ್ಲಿ ದೇಶಕ್ಕೆ ಸ್ವಾತಂತ್ರ್ಯ ತಂದುಕೊಟ್ಟರು. ಡಾ. ಬಿ.ಆರ್. ಅಂಬೇಡ್ಕರ್ ಅವರು ಸಂವಿಧಾನದ ಮೂಲಕ ಎಲ್ಲ ವರ್ಗದವರಿಗೂ ಸಮಾನ ಹಕ್ಕುಗಳನ್ನು ಕಲ್ಪಿಸಿದರು. ಶಿಕ್ಷಣ, ಸಂಘಟನೆ ಮತ್ತು ಹೋರಾಟದ ಮಂತ್ರವನ್ನು ನೀಡಿದರು. ಯುವಜನರು ಈ ಮಹನೀಯರ ಆದರ್ಶಗಳನ್ನು ಅಳವಡಿಸಿಕೊಂಡು ಉತ್ತಮ ಸಮಾಜ ನಿರ್ಮಾಣಕ್ಕೆ ಶ್ರಮಿಸಬೇಕು. ಜಾತಿ, ಮತ, ಧರ್ಮದ ಭೇದವಿಲ್ಲದೆ ಎಲ್ಲರೂ ಸಹಬಾಳ್ವೆಯಿಂದ ಬದುಕಬೇಕು. ಮಹಿಳೆಯರ ಸಬಲೀಕರಣ, ಬಡತನ ನಿರ್ಮೂಲನೆ ಹಾಗೂ ಶಿಕ್ಷಣದ ಪ್ರಸಾರಕ್ಕೆ ಆದ್ಯತೆ ನೀಡಬೇಕು. ಸಂವಿಧಾನದ ಮೌಲ್ಯಗಳನ್ನು ಎತ್ತಿಹಿಡಿಯುವುದು ಪ್ರತಿಯೊಬ್ಬ ನಾಗರಿಕನ ಕರ್ತವ್ಯ. ಕಾರ್ಯಕ್ರಮದಲ್ಲಿ ಚಿಂತಕರು, ಸಾಹಿತಿಗಳು, ವಿದ್ಯಾರ್ಥಿಗಳು ಹಾಗೂ ಸಾರ್ವಜನಿಕರು ಭಾಗವಹಿಸಿದ್ದರು. ವಿಚಾರ ಸಂಕಿರಣದಲ್ಲಿ ವಿವಿಧ ವಿಷಯಗಳ ಕುರಿತು ಪ್ರಬಂಧ ಮಂಡನೆ ನಡೆಯಿತು. ಸಂವಾದ ಕಾರ್ಯಕ್ರಮದಲ್ಲಿ ಯುವಜನರು ಉತ್ಸಾಹದಿಂದ ಪಾಲ್ಗೊಂಡು ಪ್ರಶ್ನೆಗಳನ್ನು ಕೇಳಿದರು. ಮಹನೀಯರ ಜೀವನ ಚರಿತ್ರೆ ಕುರಿತ ಪುಸ್ತಕಗಳನ್ನು ಬಿಡುಗಡೆ ಮಾಡಲಾಯಿತು. ಅವರ ಚಿಂತನೆಗಳು ಸರ್ವಕಾಲಿಕ ಎಂದು ಗಣ್ಯರು ಅಭಿಪ್ರಾಯಪಟ್ಟರು. ಸಮ ಸಮಾಜದ ಕನಸು ನನಸಾಗಬೇಕಾದರೆ ಅವರ ಮಾರ್ಗದಲ್ಲಿ ನಡೆಯಬೇಕು. ಪ್ರತಿಯೊಬ್ಬರೂ ಮಾನವೀಯ ಮೌಲ್ಯಗಳನ್ನು ಪಾಲಿಸಬೇಕು ಎಂದು ಕರೆ ನೀಡಿದರು. ಕಾರ್ಯಕ್ರಮದ ಕೊನೆಯಲ್ಲಿ ಸಾಂಸ್ಕೃತಿಕ ಕಾರ್ಯಕ್ರಮಗಳು ನಡೆದವು.: [276, 1216, 664, 1302]
- power-body: [176, 928, 332, 1158]
- human-body: [342, 928, 740, 1158]
- training-divider: [278, 374, 279, 884]
- sidebar-item: [752, 177, 942, 251]
- sidebar-item-body: ದಾವಣಗೆರೆ: ನಗರದ ನಿವಾಸಿ 50 ವರ್ಷದ ವ್ಯಕ್ತಿ ಮನೆಯಿಂದ ಹೊರಗೆ ಹೋದವರು ಹಿಂತಿರುಗಿಲ್ಲ. ಪತ್ತೆಯಾದಲ್ಲಿ ಹತ್ತಿರದ ಪೊಲೀಸ್ ಠಾಣೆಗೆ ಮಾಹಿತಿ ನೀಡಲು ಕೋರಲಾಗಿದೆ. ದೂರವಾಣಿ: 9480804875 / 8277956036.: [752, 448, 942, 474]
- sun-icon: [787, 12, 799, 24]
- sidebar-item: [752, 434, 942, 474]
- health-dateline: ಚಿತ್ರದುರ್ಗ:: [284, 420, 309, 428]
- portrait-hair: [206, 1224, 246, 1242]
- sidebar-item-title: ಕನ್ನಡ ಅಭಿವೃದ್ಧಿ ಪ್ರಾಧಿಕಾರದ ಅಧ್ಯಕ್ಷರ ಪ್ರವಾಸ: [752, 130, 926, 145]
- ideals-body: [276, 1216, 664, 1484]
